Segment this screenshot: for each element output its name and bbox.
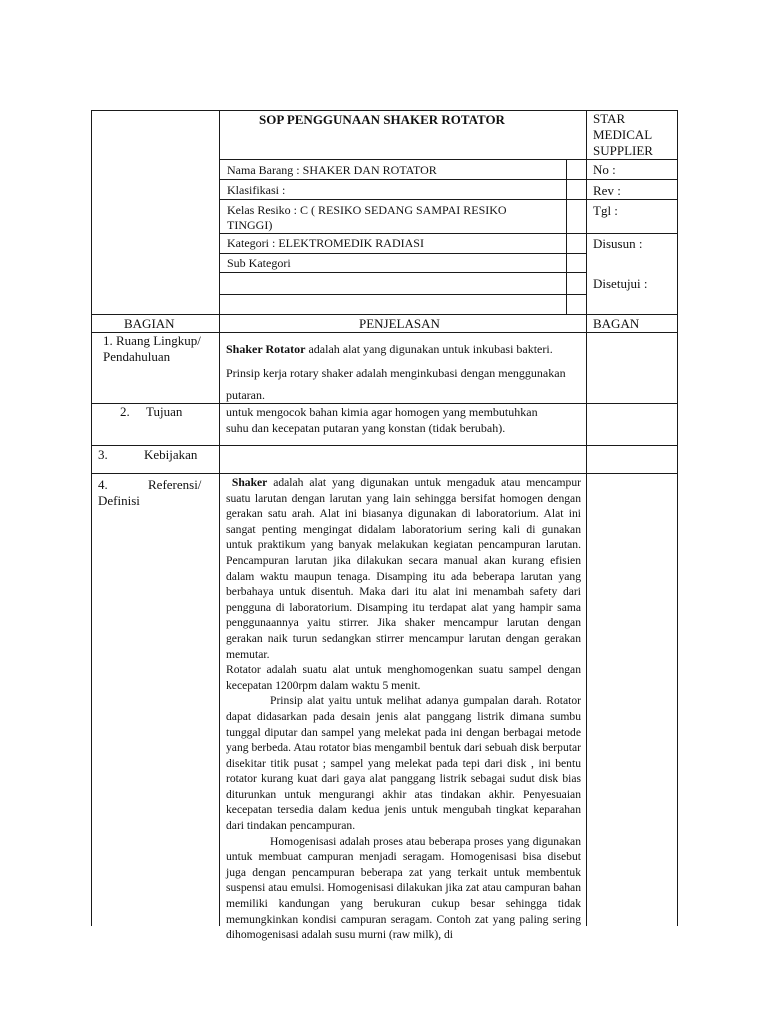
column-header-bagan: BAGAN: [593, 316, 640, 331]
row1-text-line3: putaran.: [226, 388, 265, 402]
line-field-7: [219, 294, 586, 295]
row4-definition-text: [226, 475, 581, 942]
column-header-bagian: BAGIAN: [124, 316, 175, 331]
line-right: [677, 110, 678, 926]
line-col-2: [586, 110, 587, 926]
row1-bold-term: Shaker Rotator: [226, 342, 306, 356]
line-field-3: [219, 199, 678, 200]
supplier-line-1: STAR: [593, 111, 626, 126]
line-col-inner: [566, 159, 567, 314]
line-field-6: [219, 272, 586, 273]
row1-text-line1: [226, 342, 553, 356]
row2-number: 2.: [120, 404, 130, 419]
line-header-bottom: [91, 314, 678, 315]
definition-paragraph-homogenisasi: Homogenisasi adalah proses atau beberapa proses yang digunakan untuk membuat campuran menjadi seragam. Homogenisasi bisa disebut juga dengan pencampuran beberapa zat yang terkait untuk membentuk suspensi atau emulsi. Homogenisasi dilakukan jika zat atau campuran bahan memiliki kandungan yang berukuran cukup besar sehingga tidak memungkinkan kondisi campuran seragam. Contoh zat yang paling sering dihomogenisasi adalah susu murni (raw milk), di: [226, 834, 581, 942]
meta-disusun: Disusun :: [593, 236, 643, 251]
meta-disetujui: Disetujui :: [593, 276, 648, 291]
meta-no: No :: [593, 162, 616, 177]
field-klasifikasi: Klasifikasi :: [227, 183, 286, 197]
row4-label-line1: Referensi/: [148, 477, 202, 492]
row1-text-line2: Prinsip kerja rotary shaker adalah menginkubasi dengan menggunakan: [226, 366, 566, 380]
supplier-line-3: SUPPLIER: [593, 143, 653, 158]
row1-label-line1: 1. Ruang Lingkup/: [103, 333, 201, 348]
row3-number: 3.: [98, 447, 108, 462]
row4-label-line2: Definisi: [98, 493, 140, 508]
supplier-line-2: MEDICAL: [593, 127, 653, 142]
row2-label: Tujuan: [146, 404, 183, 419]
row3-label: Kebijakan: [144, 447, 198, 462]
row1-label-line2: Pendahuluan: [103, 349, 171, 364]
definition-bold-shaker: Shaker: [231, 476, 268, 489]
definition-paragraph-shaker: [226, 475, 581, 662]
field-kategori: Kategori : ELEKTROMEDIK RADIASI: [227, 236, 424, 250]
row1-text-rest: adalah alat yang digunakan untuk inkubasi bakteri.: [305, 342, 553, 356]
field-sub-kategori: Sub Kategori: [227, 256, 291, 270]
document-title: SOP PENGGUNAAN SHAKER ROTATOR: [259, 112, 505, 127]
row4-number: 4.: [98, 477, 108, 492]
field-kelas-resiko-cont: TINGGI): [227, 218, 273, 232]
column-header-penjelasan: PENJELASAN: [359, 316, 440, 331]
meta-rev: Rev :: [593, 183, 621, 198]
line-field-1: [219, 159, 678, 160]
line-field-5: [219, 253, 586, 254]
meta-tgl: Tgl :: [593, 203, 618, 218]
row2-text-line1: untuk mengocok bahan kimia agar homogen yang membutuhkan: [226, 405, 538, 419]
field-nama-barang: Nama Barang : SHAKER DAN ROTATOR: [227, 163, 437, 177]
line-row3-bottom: [91, 473, 678, 474]
definition-paragraph-prinsip: Prinsip alat yaitu untuk melihat adanya gumpalan darah. Rotator dapat didasarkan pada desain jenis alat panggang listrik dimana sumbu tunggal diputar dan sampel yang melekat pada ini dengan berbagai metode yang berbeda. Atau rotator bias mengambil bentuk dari sebuah disk berputar disekitar titik pusat ; sampel yang melekat pada tepi dari disk , ini bentu rotator kurang kuat dari gaya alat panggang listrik sebagai sudut disk bias diturunkan untuk mengurangi akhir atas tindakan akhir. Penyesuaian kecepatan tersedia dalam kedua jenis untuk mengubah tingkat keparahan dari tindakan pencampuran.: [226, 694, 581, 833]
definition-text-shaker: adalah alat yang digunakan untuk mengaduk atau mencampur suatu larutan dengan larutan yang lain sehingga bersifat homogen dengan gerakan satu arah. Alat ini biasanya digunakan di laboratorium. Alat ini sangat penting mengingat didalam laboratorium sering kali di gunakan untuk praktikum yang banyak melakukan kegiatan pencampuran larutan. Pencampuran larutan jika dilakukan secara manual akan kurang efisien dalam waktu maupun tenaga. Disamping itu ada beberapa larutan yang berbahaya untuk disentuh. Maka dari itu alat ini menambah safety dari pengguna di laboratorium. Disamping itu terdapat alat yang hampir sama penggunaannya yaitu stirrer. Jika shaker mencampur larutan dengan gerakan naik turun sedangkan stirrer mencampur larutan dengan gerakan memutar.: [226, 476, 581, 661]
line-col-1: [219, 110, 220, 926]
line-left: [91, 110, 92, 926]
line-row2-bottom: [91, 445, 678, 446]
field-kelas-resiko: Kelas Resiko : C ( RESIKO SEDANG SAMPAI RESIKO: [227, 203, 507, 217]
row2-text-line2: suhu dan kecepatan putaran yang konstan (tidak berubah).: [226, 421, 506, 435]
line-top: [91, 110, 678, 111]
line-field-2: [219, 179, 678, 180]
line-field-4: [219, 233, 678, 234]
definition-paragraph-rotator: Rotator adalah suatu alat untuk menghomogenkan suatu sampel dengan kecepatan 1200rpm dalam waktu 5 menit.: [226, 663, 581, 692]
